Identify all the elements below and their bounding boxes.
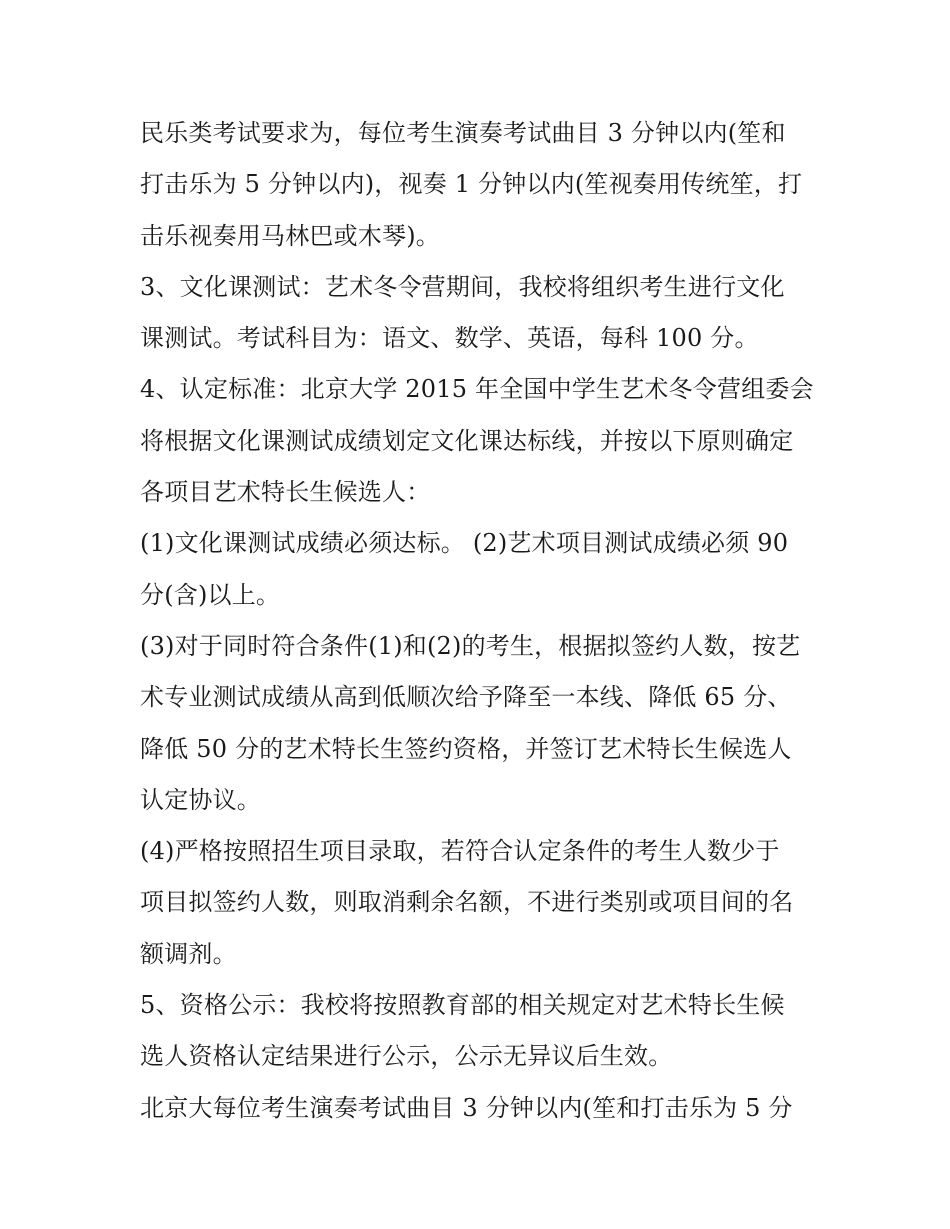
text-line: 将根据文化课测试成绩划定文化课达标线，并按以下原则确定 [140, 426, 794, 455]
text-line: 项目拟签约人数，则取消剩余名额，不进行类别或项目间的名 [140, 888, 794, 917]
text-line: 4、认定标准：北京大学 2015 年全国中学生艺术冬令营组委会 [140, 375, 814, 404]
text-line: 打击乐为 5 分钟以内)，视奏 1 分钟以内(笙视奏用传统笙，打 [140, 170, 803, 199]
text-line: 降低 50 分的艺术特长生签约资格，并签订艺术特长生候选人 [140, 734, 792, 763]
body-text [140, 108, 820, 1134]
text-line: (3)对于同时符合条件(1)和(2)的考生，根据拟签约人数，按艺 [140, 631, 801, 660]
text-line: 分(含)以上。 [140, 580, 281, 609]
text-line: 术专业测试成绩从高到低顺次给予降至一本线、降低 65 分、 [140, 683, 792, 712]
text-line: 认定协议。 [140, 785, 261, 814]
text-line: 课测试。考试科目为：语文、数学、英语，每科 100 分。 [140, 324, 759, 353]
text-line: (1)文化课测试成绩必须达标。 (2)艺术项目测试成绩必须 90 [140, 529, 789, 558]
text-line: (4)严格按照招生项目录取，若符合认定条件的考生人数少于 [140, 837, 780, 866]
text-line: 额调剂。 [140, 939, 237, 968]
text-line: 各项目艺术特长生候选人： [140, 478, 431, 507]
text-line: 5、资格公示：我校将按照教育部的相关规定对艺术特长生候 [140, 991, 785, 1020]
text-line: 3、文化课测试：艺术冬令营期间，我校将组织考生进行文化 [140, 272, 785, 301]
text-line: 击乐视奏用马林巴或木琴)。 [140, 221, 440, 250]
text-line: 民乐类考试要求为，每位考生演奏考试曲目 3 分钟以内(笙和 [140, 119, 786, 147]
text-line: 选人资格认定结果进行公示，公示无异议后生效。 [140, 1042, 673, 1071]
text-line: 北京大每位考生演奏考试曲目 3 分钟以内(笙和打击乐为 5 分 [140, 1093, 793, 1122]
